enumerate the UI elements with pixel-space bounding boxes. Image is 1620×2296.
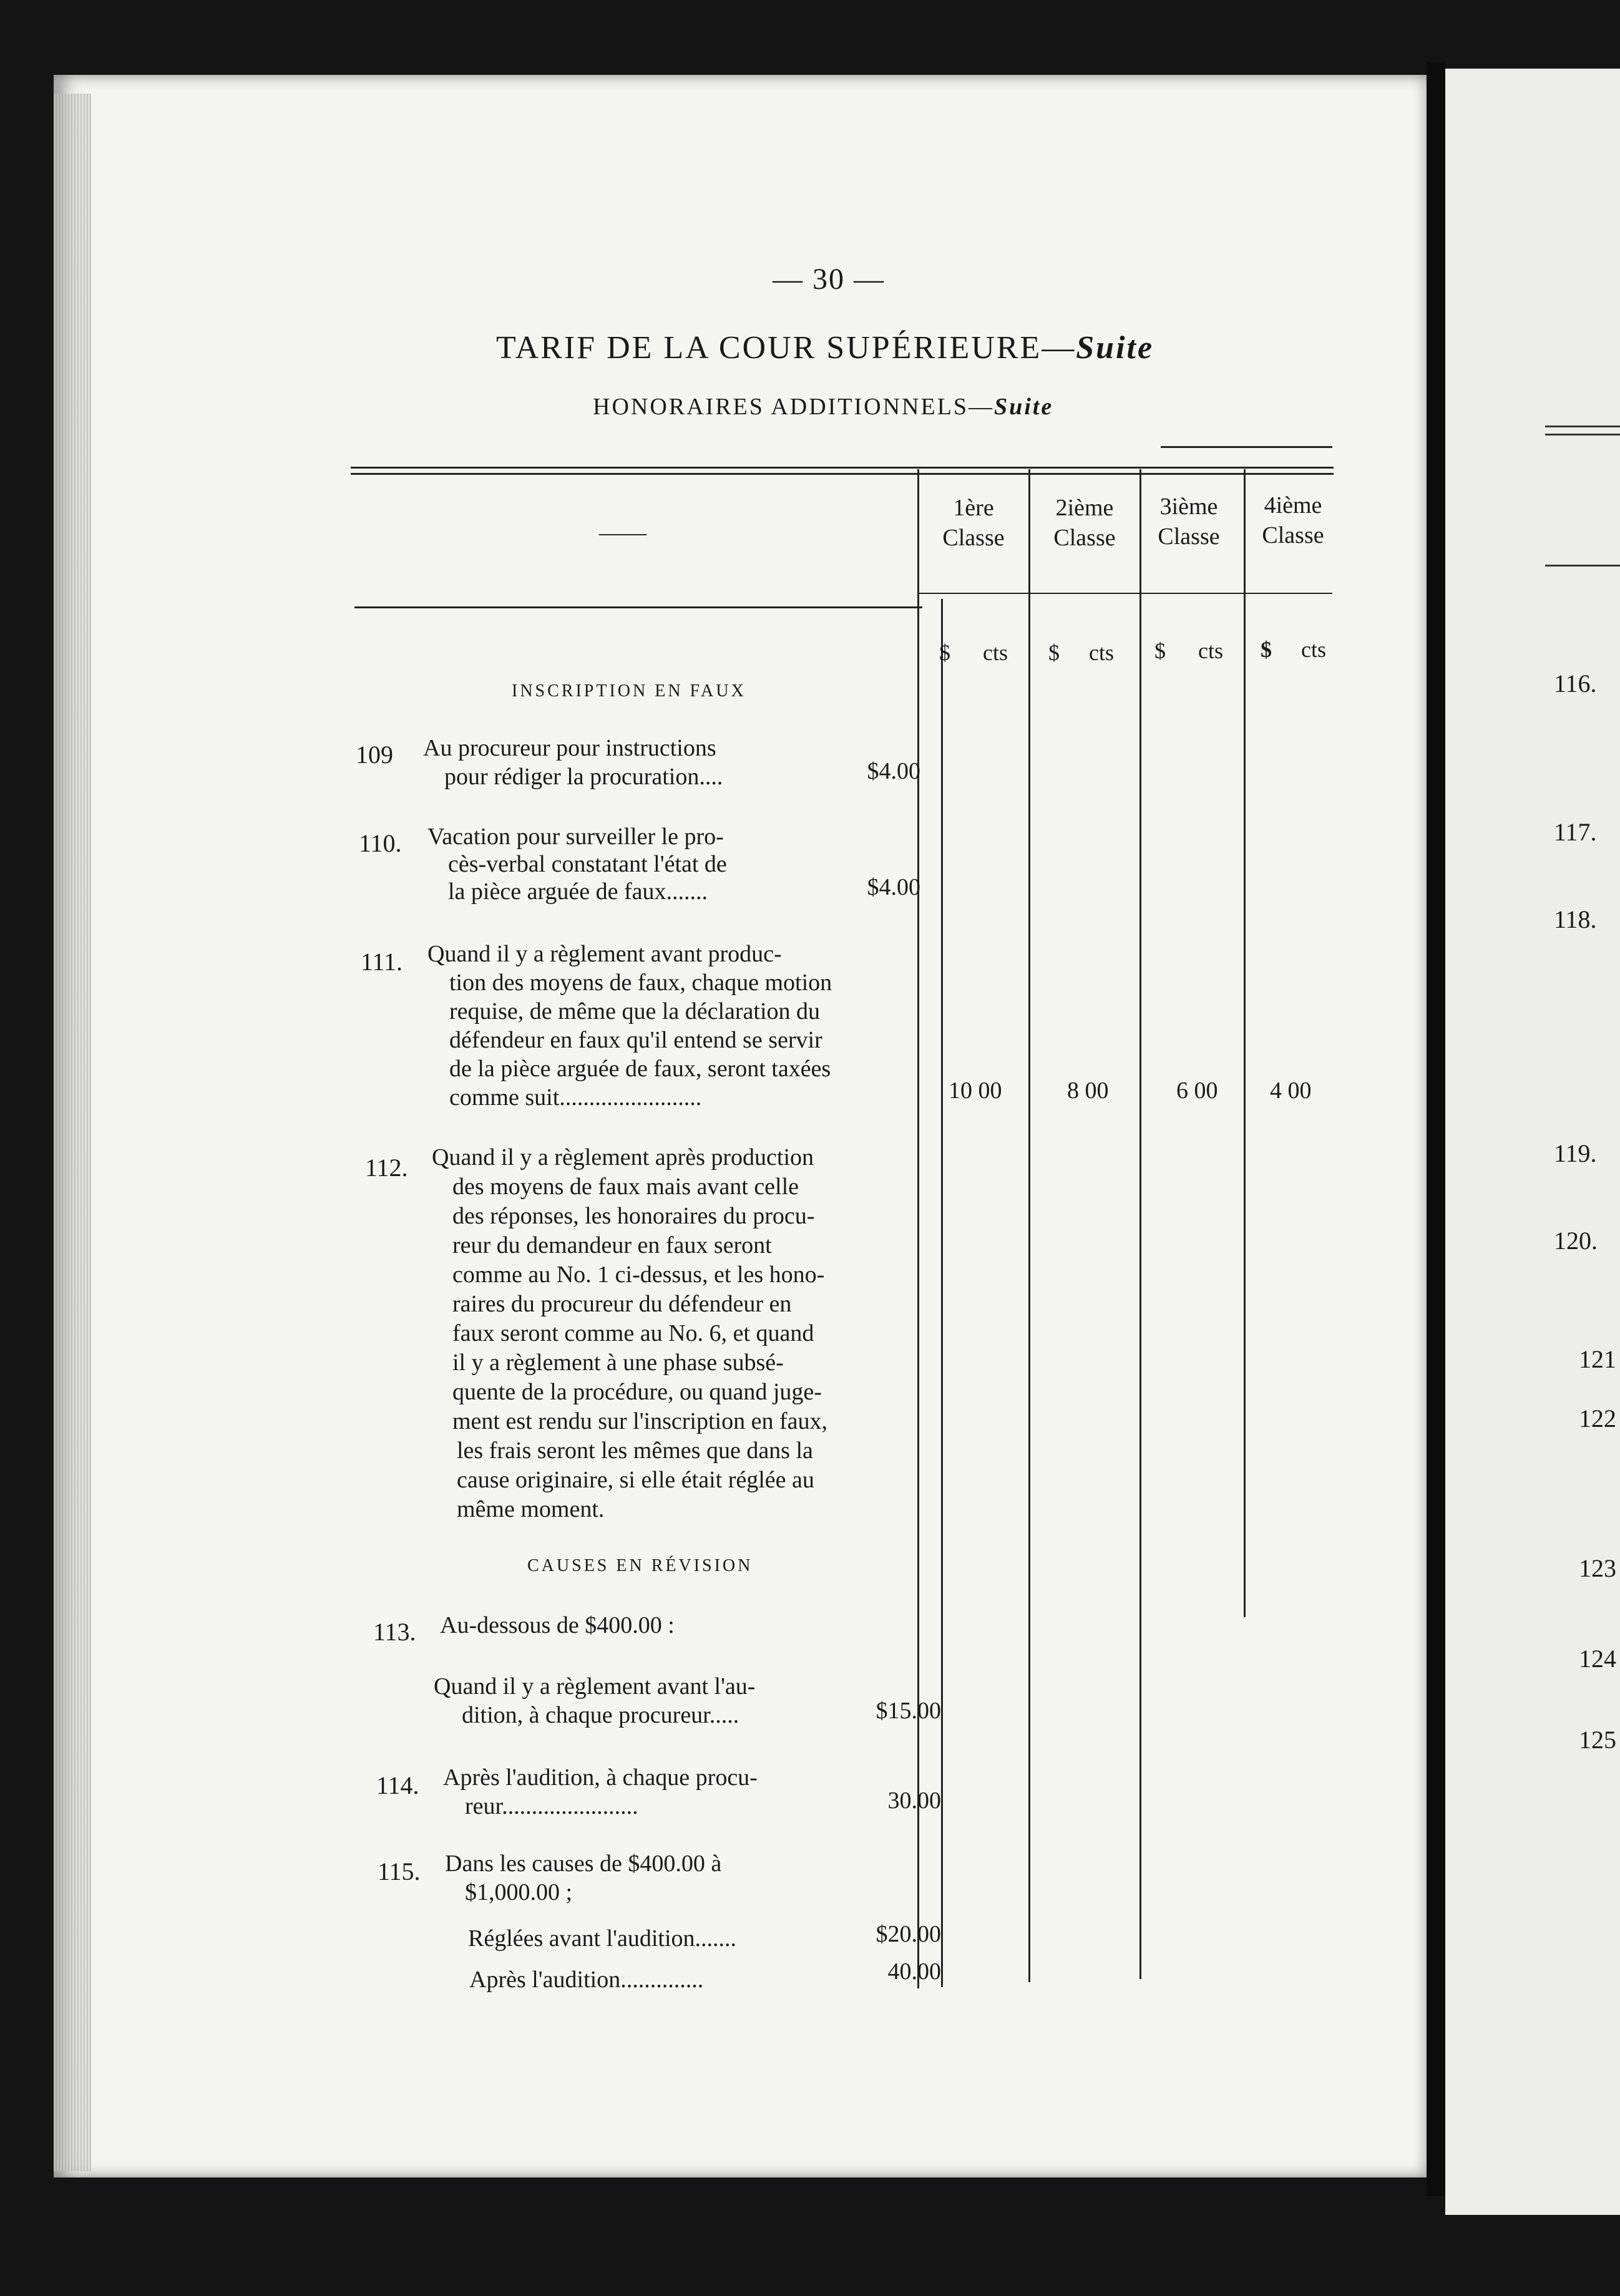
column-header-2: 2ième Classe bbox=[1053, 495, 1116, 551]
item-text: faux seront comme au No. 6, et quand bbox=[452, 1320, 814, 1346]
item-text: Réglées avant l'audition....... bbox=[468, 1925, 737, 1952]
item-text: $1,000.00 ; bbox=[465, 1879, 573, 1905]
top-rule bbox=[1161, 446, 1332, 448]
section-heading: INSCRIPTION EN FAUX bbox=[512, 681, 746, 701]
amount-class-4: 4 00 bbox=[1270, 1077, 1312, 1104]
description-column-header: —— bbox=[599, 520, 647, 546]
item-text: quente de la procédure, ou quand juge- bbox=[452, 1379, 822, 1405]
top-rule bbox=[351, 467, 1334, 469]
item-text: des réponses, les honoraires du procu- bbox=[452, 1203, 815, 1229]
item-text: de la pièce arguée de faux, seront taxées bbox=[449, 1056, 831, 1082]
cents-label: cts bbox=[1198, 638, 1223, 663]
page-edges bbox=[54, 94, 91, 2171]
book-page bbox=[54, 75, 1427, 2177]
top-rule bbox=[351, 473, 1334, 475]
facing-page-item-number: 117. bbox=[1554, 818, 1597, 846]
item-text: cause originaire, si elle était réglée au bbox=[457, 1467, 814, 1493]
page-title: TARIF DE LA COUR SUPÉRIEURE—Suite bbox=[496, 330, 1154, 366]
item-amount: $4.00 bbox=[867, 758, 920, 784]
item-number: 109 bbox=[356, 741, 393, 769]
column-rule bbox=[917, 469, 919, 1988]
item-amount: 30.00 bbox=[887, 1788, 941, 1814]
item-amount: 40.00 bbox=[887, 1958, 941, 1985]
item-number: 115. bbox=[378, 1857, 421, 1885]
item-text: reur....................... bbox=[465, 1793, 638, 1819]
item-text: requise, de même que la déclaration du bbox=[449, 998, 821, 1024]
item-text: Après l'audition, à chaque procu- bbox=[443, 1764, 758, 1791]
item-number: 110. bbox=[359, 829, 402, 857]
facing-page-item-number: 116. bbox=[1554, 669, 1597, 698]
item-number: 114. bbox=[376, 1771, 419, 1799]
item-text: ment est rendu sur l'inscription en faux, bbox=[452, 1408, 827, 1434]
cents-label: cts bbox=[983, 640, 1008, 665]
facing-page-item-number: 122 bbox=[1579, 1404, 1616, 1433]
item-number: 113. bbox=[373, 1618, 416, 1646]
item-text: comme suit........................ bbox=[449, 1084, 702, 1111]
item-text: défendeur en faux qu'il entend se servir bbox=[449, 1027, 822, 1053]
facing-page-rule bbox=[1545, 426, 1620, 427]
item-text: des moyens de faux mais avant celle bbox=[452, 1174, 799, 1200]
item-text: pour rédiger la procuration.... bbox=[444, 764, 723, 790]
item-text: il y a règlement à une phase subsé- bbox=[452, 1350, 784, 1376]
item-text: Après l'audition.............. bbox=[469, 1967, 704, 1993]
facing-page-rule bbox=[1545, 434, 1620, 435]
amount-class-1: 10 00 bbox=[949, 1077, 1002, 1104]
cents-label: cts bbox=[1089, 640, 1114, 665]
item-text: Au procureur pour instructions bbox=[423, 735, 716, 761]
item-text: les frais seront les mêmes que dans la bbox=[457, 1437, 813, 1464]
facing-page-item-number: 119. bbox=[1554, 1139, 1597, 1167]
facing-page-item-number: 124 bbox=[1579, 1645, 1616, 1673]
item-text: comme au No. 1 ci-dessus, et les hono- bbox=[452, 1262, 825, 1288]
item-text: tion des moyens de faux, chaque motion bbox=[449, 970, 832, 996]
page-number: — 30 — bbox=[773, 263, 885, 296]
item-amount: $15.00 bbox=[876, 1698, 941, 1724]
item-text: même moment. bbox=[457, 1496, 605, 1522]
item-text: raires du procureur du défendeur en bbox=[452, 1291, 792, 1317]
currency-label: $ bbox=[1261, 637, 1272, 662]
currency-label: $ bbox=[1048, 640, 1060, 665]
header-rule bbox=[917, 593, 1332, 594]
item-text: Quand il y a règlement avant produc- bbox=[427, 941, 782, 967]
item-number: 112. bbox=[365, 1154, 408, 1182]
facing-page-item-number: 120. bbox=[1554, 1227, 1598, 1255]
column-rule bbox=[941, 599, 943, 1987]
facing-page-item-number: 121 bbox=[1579, 1345, 1616, 1373]
item-text: dition, à chaque procureur..... bbox=[462, 1702, 739, 1728]
item-number: 111. bbox=[361, 948, 403, 976]
item-text: Au-dessous de $400.00 : bbox=[440, 1612, 675, 1638]
column-rule bbox=[1244, 469, 1246, 1617]
column-header-1: 1ère Classe bbox=[942, 495, 1005, 551]
currency-label: $ bbox=[939, 640, 950, 665]
cents-label: cts bbox=[1301, 637, 1326, 662]
item-text: Quand il y a règlement après production bbox=[432, 1144, 814, 1170]
column-header-3: 3ième Classe bbox=[1158, 494, 1220, 550]
book-spine bbox=[1427, 62, 1445, 2196]
item-amount: $4.00 bbox=[867, 874, 920, 900]
item-text: la pièce arguée de faux....... bbox=[448, 878, 708, 905]
section-heading: CAUSES EN RÉVISION bbox=[527, 1556, 753, 1575]
currency-label: $ bbox=[1154, 638, 1166, 663]
column-header-4: 4ième Classe bbox=[1262, 492, 1324, 548]
facing-page-rule bbox=[1545, 565, 1620, 567]
item-text: Dans les causes de $400.00 à bbox=[445, 1851, 722, 1877]
header-rule bbox=[354, 606, 922, 608]
amount-class-2: 8 00 bbox=[1067, 1077, 1109, 1104]
facing-page-item-number: 118. bbox=[1554, 905, 1597, 933]
item-text: Vacation pour surveiller le pro- bbox=[427, 824, 724, 850]
item-text: Quand il y a règlement avant l'au- bbox=[434, 1673, 756, 1700]
facing-page-item-number: 123 bbox=[1579, 1554, 1616, 1582]
item-text: cès-verbal constatant l'état de bbox=[448, 851, 727, 877]
page-subtitle: HONORAIRES ADDITIONNELS—Suite bbox=[593, 394, 1054, 420]
item-text: reur du demandeur en faux seront bbox=[452, 1232, 772, 1258]
item-amount: $20.00 bbox=[876, 1921, 941, 1947]
column-rule bbox=[1028, 469, 1030, 1982]
column-rule bbox=[1139, 469, 1141, 1979]
amount-class-3: 6 00 bbox=[1176, 1077, 1218, 1104]
facing-page-item-number: 125 bbox=[1579, 1726, 1616, 1754]
